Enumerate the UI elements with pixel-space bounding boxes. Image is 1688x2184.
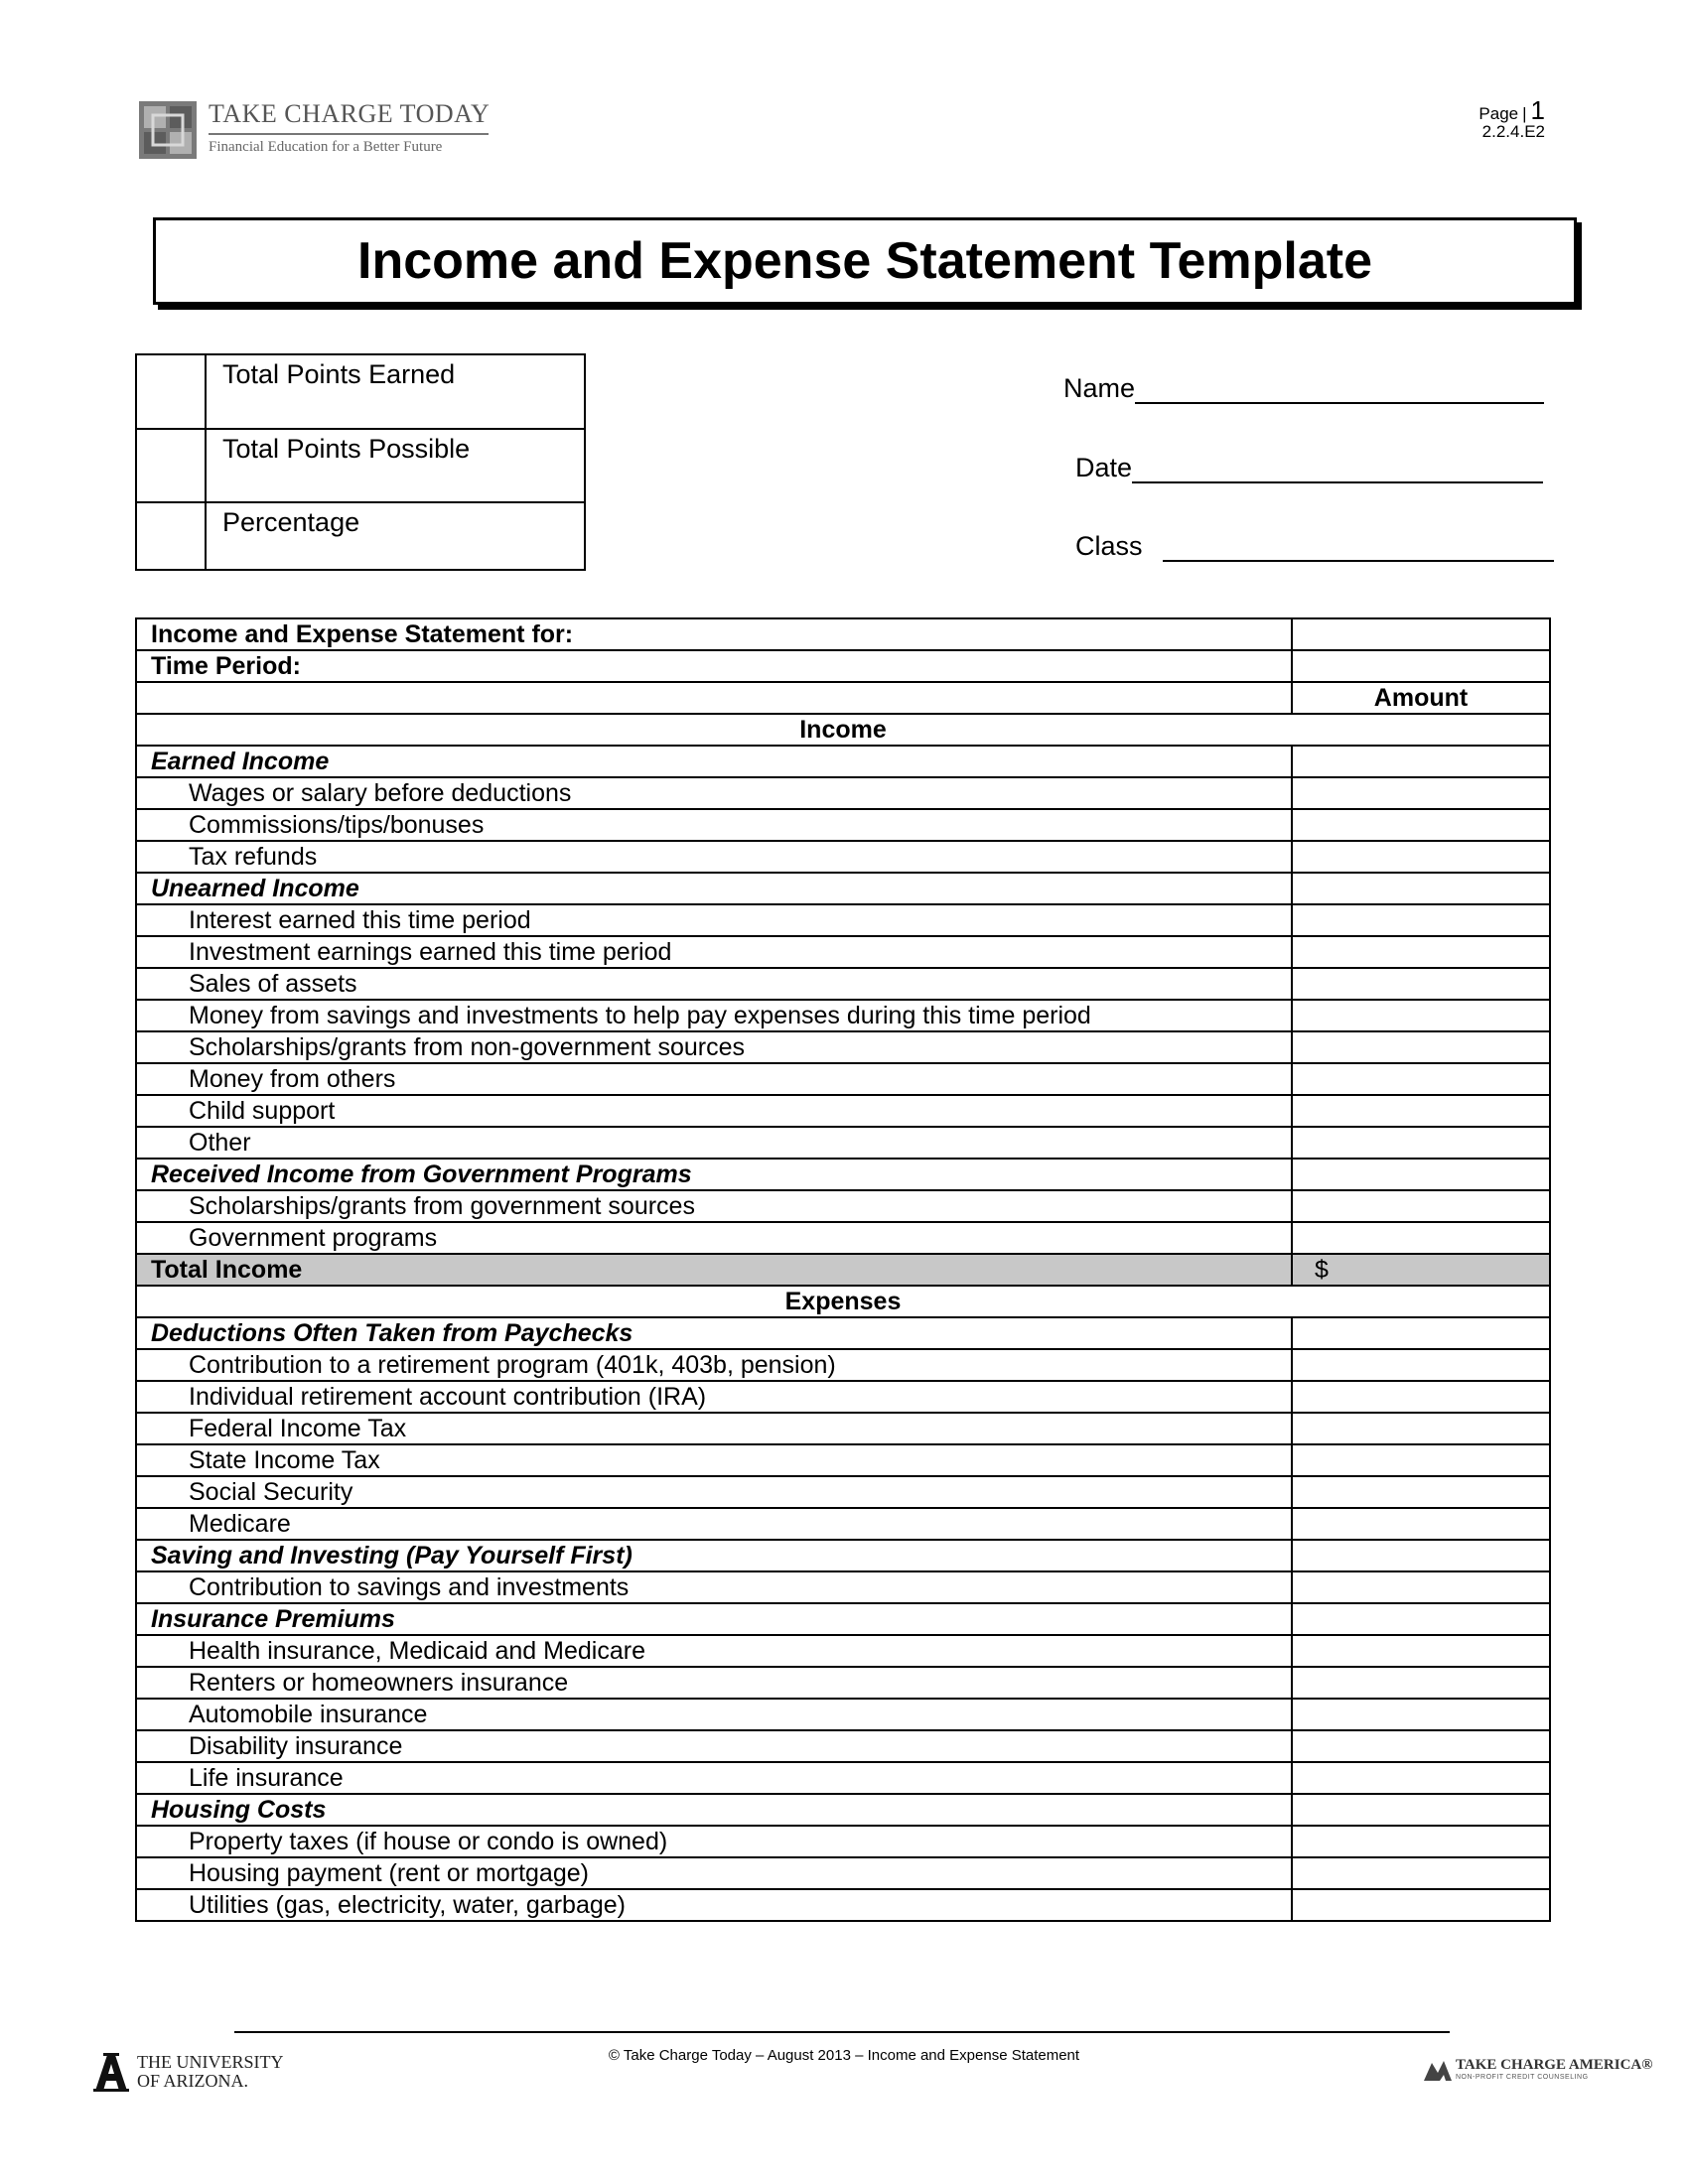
logo-title: TAKE CHARGE TODAY xyxy=(209,99,491,128)
ua-logo-line2: OF ARIZONA. xyxy=(137,2071,249,2091)
amount-cell[interactable] xyxy=(1292,746,1550,777)
amount-cell[interactable] xyxy=(1292,1190,1550,1222)
line-item: Sales of assets xyxy=(136,968,1292,1000)
points-label: Percentage xyxy=(206,502,585,570)
line-item: Commissions/tips/bonuses xyxy=(136,809,1292,841)
line-item: Wages or salary before deductions xyxy=(136,777,1292,809)
amount-cell[interactable] xyxy=(1292,1603,1550,1635)
line-item: Government programs xyxy=(136,1222,1292,1254)
table-row xyxy=(136,714,1550,746)
table-row xyxy=(136,1730,1550,1762)
name-input-line[interactable] xyxy=(1135,374,1544,404)
amount-cell[interactable] xyxy=(1292,1730,1550,1762)
category-title: Housing Costs xyxy=(136,1794,1292,1826)
line-item: Child support xyxy=(136,1095,1292,1127)
amount-cell[interactable] xyxy=(1292,1857,1550,1889)
page-number: 1 xyxy=(1530,95,1545,125)
amount-cell[interactable] xyxy=(1292,1794,1550,1826)
line-item: Renters or homeowners insurance xyxy=(136,1667,1292,1699)
page-title: Income and Expense Statement Template xyxy=(357,232,1372,290)
table-row xyxy=(136,1095,1550,1127)
name-field xyxy=(1063,373,1544,404)
amount-cell[interactable] xyxy=(1292,1063,1550,1095)
document-code: 2.2.4.E2 xyxy=(1481,122,1545,141)
line-item: Contribution to savings and investments xyxy=(136,1571,1292,1603)
date-label: Date xyxy=(1075,453,1133,482)
points-possible-input[interactable] xyxy=(136,429,206,502)
income-section-header: Income xyxy=(136,714,1550,746)
class-label: Class xyxy=(1075,531,1143,561)
line-item: Utilities (gas, electricity, water, garbage) xyxy=(136,1889,1292,1921)
table-row xyxy=(136,1381,1550,1413)
table-row xyxy=(136,1444,1550,1476)
points-table xyxy=(135,353,586,571)
table-row xyxy=(136,936,1550,968)
amount-cell[interactable] xyxy=(1292,1381,1550,1413)
footer-divider xyxy=(234,2031,1450,2033)
percentage-input[interactable] xyxy=(136,502,206,570)
category-title: Unearned Income xyxy=(136,873,1292,904)
tca-logo-name: TAKE CHARGE AMERICA® xyxy=(1456,2057,1653,2073)
arizona-a-icon xyxy=(91,2051,131,2093)
table-row xyxy=(136,1635,1550,1667)
line-item: Life insurance xyxy=(136,1762,1292,1794)
time-period-label: Time Period: xyxy=(136,650,1292,682)
amount-cell[interactable] xyxy=(1292,809,1550,841)
statement-table xyxy=(135,617,1551,1922)
line-item: Scholarships/grants from non‐government sources xyxy=(136,1031,1292,1063)
line-item: Contribution to a retirement program (401k, 403b, pension) xyxy=(136,1349,1292,1381)
amount-cell[interactable] xyxy=(1292,1031,1550,1063)
table-row xyxy=(136,1794,1550,1826)
tca-mark-icon xyxy=(1422,2057,1454,2085)
table-row xyxy=(136,618,1550,650)
table-row xyxy=(136,1413,1550,1444)
footer-copyright: © Take Charge Today – August 2013 – Income and Expense Statement xyxy=(608,2047,1080,2064)
table-row xyxy=(136,682,1550,714)
table-row xyxy=(136,1889,1550,1921)
table-row xyxy=(136,841,1550,873)
line-item: Health insurance, Medicaid and Medicare xyxy=(136,1635,1292,1667)
category-title: Earned Income xyxy=(136,746,1292,777)
table-row xyxy=(136,1826,1550,1857)
amount-cell[interactable] xyxy=(1292,1127,1550,1159)
line-item: Federal Income Tax xyxy=(136,1413,1292,1444)
table-row xyxy=(136,1476,1550,1508)
amount-cell[interactable] xyxy=(1292,904,1550,936)
table-row xyxy=(136,746,1550,777)
line-item: State Income Tax xyxy=(136,1444,1292,1476)
amount-cell[interactable] xyxy=(1292,841,1550,873)
date-input-line[interactable] xyxy=(1132,454,1543,483)
table-row xyxy=(136,1222,1550,1254)
line-item: Tax refunds xyxy=(136,841,1292,873)
table-row xyxy=(136,1762,1550,1794)
amount-cell[interactable] xyxy=(1292,1889,1550,1921)
table-row xyxy=(136,1349,1550,1381)
table-row xyxy=(136,1667,1550,1699)
amount-cell[interactable] xyxy=(1292,1317,1550,1349)
amount-cell[interactable] xyxy=(1292,1413,1550,1444)
line-item: Investment earnings earned this time period xyxy=(136,936,1292,968)
table-row xyxy=(136,1508,1550,1540)
title-box xyxy=(153,217,1577,305)
table-row xyxy=(136,777,1550,809)
table-row xyxy=(136,873,1550,904)
total-income-value[interactable]: $ xyxy=(1292,1254,1550,1286)
line-item: Money from savings and investments to help pay expenses during this time period xyxy=(136,1000,1292,1031)
line-item: Money from others xyxy=(136,1063,1292,1095)
table-row xyxy=(136,1031,1550,1063)
table-row xyxy=(136,1000,1550,1031)
statement-for-input[interactable] xyxy=(1292,618,1550,650)
amount-cell[interactable] xyxy=(1292,1095,1550,1127)
amount-cell[interactable] xyxy=(1292,1635,1550,1667)
amount-cell[interactable] xyxy=(1292,1667,1550,1699)
amount-cell[interactable] xyxy=(1292,1826,1550,1857)
logo-tagline: Financial Education for a Better Future xyxy=(209,139,443,155)
amount-cell[interactable] xyxy=(1292,1699,1550,1730)
points-label: Total Points Earned xyxy=(206,354,585,429)
table-row xyxy=(136,650,1550,682)
logo-mark-icon xyxy=(139,101,197,159)
line-item: Individual retirement account contribution (IRA) xyxy=(136,1381,1292,1413)
amount-cell[interactable] xyxy=(1292,1444,1550,1476)
amount-cell[interactable] xyxy=(1292,873,1550,904)
amount-cell[interactable] xyxy=(1292,777,1550,809)
class-input-line[interactable] xyxy=(1163,532,1554,562)
table-row xyxy=(136,1571,1550,1603)
ua-logo-line1: THE UNIVERSITY xyxy=(137,2052,284,2072)
table-row xyxy=(136,968,1550,1000)
table-row xyxy=(136,904,1550,936)
line-item: Disability insurance xyxy=(136,1730,1292,1762)
amount-cell[interactable] xyxy=(1292,1571,1550,1603)
logo-divider xyxy=(209,133,489,135)
points-row xyxy=(136,429,585,502)
amount-cell[interactable] xyxy=(1292,1476,1550,1508)
take-charge-america-logo xyxy=(1422,2055,1653,2091)
table-row xyxy=(136,1857,1550,1889)
points-earned-input[interactable] xyxy=(136,354,206,429)
amount-cell[interactable] xyxy=(1292,1540,1550,1571)
table-row xyxy=(136,1540,1550,1571)
category-title: Saving and Investing (Pay Yourself First) xyxy=(136,1540,1292,1571)
statement-for-label: Income and Expense Statement for: xyxy=(136,618,1292,650)
category-title: Insurance Premiums xyxy=(136,1603,1292,1635)
expenses-section-header: Expenses xyxy=(136,1286,1550,1317)
table-row xyxy=(136,1317,1550,1349)
amount-cell[interactable] xyxy=(1292,1762,1550,1794)
amount-header: Amount xyxy=(1292,682,1550,714)
page-label: Page xyxy=(1478,104,1519,123)
line-item: Property taxes (if house or condo is owned) xyxy=(136,1826,1292,1857)
take-charge-today-logo xyxy=(139,99,496,163)
line-item: Other xyxy=(136,1127,1292,1159)
points-label: Total Points Possible xyxy=(206,429,585,502)
total-income-row xyxy=(136,1254,1550,1286)
line-item: Social Security xyxy=(136,1476,1292,1508)
table-row xyxy=(136,809,1550,841)
page-separator: | xyxy=(1522,104,1527,123)
line-item: Interest earned this time period xyxy=(136,904,1292,936)
amount-cell[interactable] xyxy=(1292,1000,1550,1031)
tca-logo-sub: NON-PROFIT CREDIT COUNSELING xyxy=(1456,2074,1589,2081)
line-item: Housing payment (rent or mortgage) xyxy=(136,1857,1292,1889)
amount-cell[interactable] xyxy=(1292,1159,1550,1190)
points-row xyxy=(136,354,585,429)
amount-cell[interactable] xyxy=(1292,936,1550,968)
amount-cell[interactable] xyxy=(1292,1508,1550,1540)
table-row xyxy=(136,1286,1550,1317)
name-label: Name xyxy=(1063,373,1136,403)
total-income-label: Total Income xyxy=(136,1254,1292,1286)
table-row xyxy=(136,1603,1550,1635)
table-row xyxy=(136,1063,1550,1095)
table-row xyxy=(136,1190,1550,1222)
category-title: Received Income from Government Programs xyxy=(136,1159,1292,1190)
blank-cell xyxy=(136,682,1292,714)
class-field xyxy=(1075,531,1554,562)
date-field xyxy=(1075,453,1543,483)
amount-cell[interactable] xyxy=(1292,968,1550,1000)
table-row xyxy=(136,1127,1550,1159)
amount-cell[interactable] xyxy=(1292,1349,1550,1381)
page-number-block xyxy=(1478,95,1545,142)
line-item: Automobile insurance xyxy=(136,1699,1292,1730)
time-period-input[interactable] xyxy=(1292,650,1550,682)
points-row xyxy=(136,502,585,570)
line-item: Scholarships/grants from government sources xyxy=(136,1190,1292,1222)
table-row xyxy=(136,1699,1550,1730)
line-item: Medicare xyxy=(136,1508,1292,1540)
category-title: Deductions Often Taken from Paychecks xyxy=(136,1317,1292,1349)
university-of-arizona-logo xyxy=(91,2051,290,2101)
amount-cell[interactable] xyxy=(1292,1222,1550,1254)
table-row xyxy=(136,1159,1550,1190)
